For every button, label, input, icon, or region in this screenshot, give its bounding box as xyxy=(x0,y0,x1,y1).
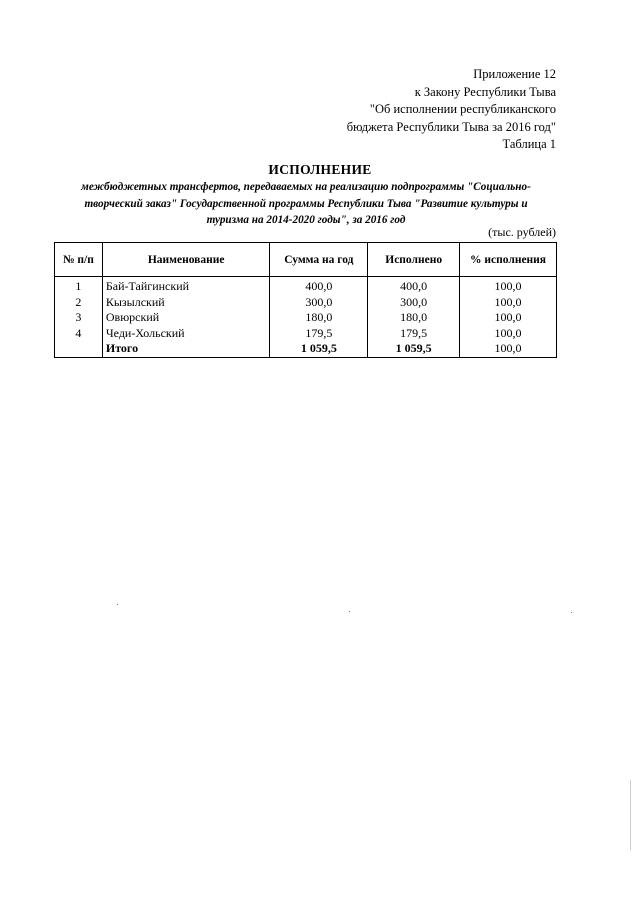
cell-num: 1 xyxy=(55,277,103,295)
appendix-line: к Закону Республики Тыва xyxy=(414,84,556,99)
scan-speck xyxy=(571,612,572,613)
cell-plan: 179,5 xyxy=(270,326,368,342)
table-row xyxy=(55,326,557,342)
transfers-table xyxy=(54,242,557,358)
cell-total-done: 1 059,5 xyxy=(368,341,460,357)
header-num: № п/п xyxy=(55,243,103,277)
cell-num: 4 xyxy=(55,326,103,342)
document-title: ИСПОЛНЕНИЕ xyxy=(268,162,372,177)
scan-speck xyxy=(349,611,350,612)
cell-plan: 400,0 xyxy=(270,277,368,295)
header-pct: % исполнения xyxy=(460,243,557,277)
table-row xyxy=(55,310,557,326)
cell-num: 2 xyxy=(55,295,103,311)
document-subtitle xyxy=(56,179,556,229)
appendix-header xyxy=(347,66,556,154)
subtitle-line: межбюджетных трансфертов, передаваемых на реализацию подпрограммы "Социально- xyxy=(81,181,531,193)
scan-edge-mark xyxy=(630,780,631,850)
table-row xyxy=(55,295,557,311)
subtitle-line: творческий заказ" Государственной программы Республики Тыва "Развитие культуры и xyxy=(84,197,528,210)
cell-name: Чеди-Хольский xyxy=(102,326,270,342)
subtitle-line: туризма на 2014-2020 годы", за 2016 год xyxy=(206,214,406,226)
header-done: Исполнено xyxy=(368,243,460,277)
cell-done: 179,5 xyxy=(368,326,460,342)
header-plan: Сумма на год xyxy=(270,243,368,277)
cell-total-pct: 100,0 xyxy=(460,341,557,357)
cell-num xyxy=(55,341,103,357)
table-row xyxy=(55,277,557,295)
cell-plan: 180,0 xyxy=(270,310,368,326)
appendix-line: "Об исполнении республиканского xyxy=(369,102,556,116)
cell-pct: 100,0 xyxy=(460,295,557,311)
cell-plan: 300,0 xyxy=(270,295,368,311)
cell-total-plan: 1 059,5 xyxy=(270,341,368,357)
cell-done: 300,0 xyxy=(368,295,460,311)
appendix-line: Приложение 12 xyxy=(473,67,556,81)
cell-name: Бай-Тайгинский xyxy=(102,277,270,295)
cell-pct: 100,0 xyxy=(460,310,557,326)
cell-num: 3 xyxy=(55,310,103,326)
cell-total-name: Итого xyxy=(102,341,270,357)
appendix-line: бюджета Республики Тыва за 2016 год" xyxy=(346,119,556,134)
table-total-row xyxy=(55,341,557,357)
cell-done: 180,0 xyxy=(368,310,460,326)
table-number: Таблица 1 xyxy=(502,137,556,151)
cell-name: Овюрский xyxy=(102,310,270,326)
cell-pct: 100,0 xyxy=(460,326,557,342)
units-label: (тыс. рублей) xyxy=(488,225,556,239)
cell-pct: 100,0 xyxy=(460,277,557,295)
cell-done: 400,0 xyxy=(368,277,460,295)
cell-name: Кызылский xyxy=(102,295,270,311)
table-header-row xyxy=(55,243,557,277)
header-name: Наименование xyxy=(102,243,270,277)
scan-speck xyxy=(117,604,118,605)
